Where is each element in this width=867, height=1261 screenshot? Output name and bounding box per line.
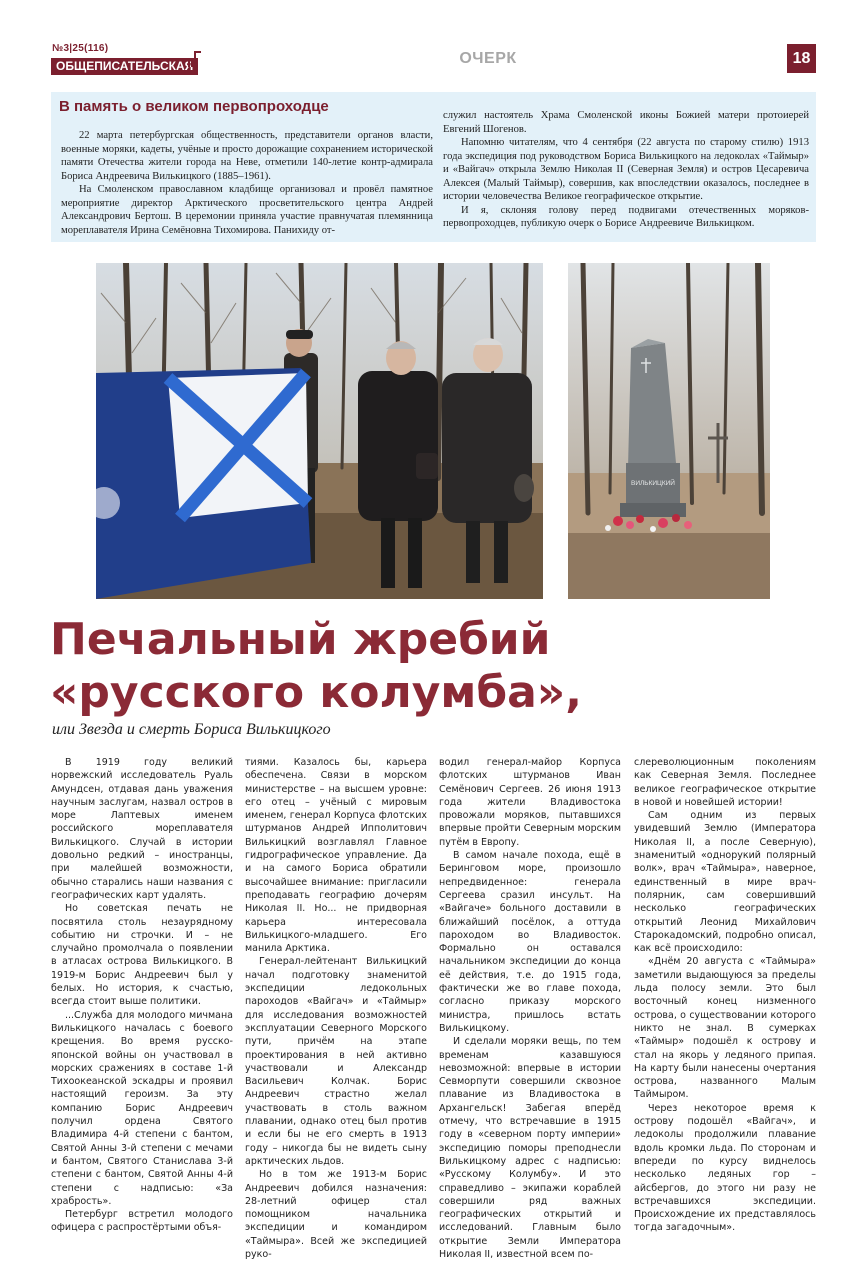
article-paragraph: водил генерал-майор Корпуса флотских штурманов Иван Семёнович Сергеев. 26 июня 1913 года жители Владивостока провожали моряков, пытавшихся впервые пройти Северным морским путём в Европу. <box>439 757 621 848</box>
article-column-4 <box>634 756 816 1235</box>
monument-photo <box>568 263 770 599</box>
memorial-title: В память о великом первопроходце <box>59 98 329 115</box>
article-subhead: или Звезда и смерть Бориса Вилькицкого <box>52 721 331 738</box>
memorial-box <box>51 92 816 242</box>
memorial-right-column <box>443 109 809 231</box>
memorial-left-column <box>61 129 433 237</box>
article-paragraph: Петербург встретил молодого офицера с распростёртыми объя- <box>51 1209 233 1234</box>
ceremony-photo <box>96 263 543 599</box>
memorial-paragraph: На Смоленском православном кладбище организовал и провёл памятное мероприятие директор Арктического просветительского центра Андрей Александрович Бертош. В церемонии приняла участие правнучатая племянница мореплавателя Ирина Семёновна Тихомирова. Панихиду от- <box>61 184 433 236</box>
page-number: 18 <box>787 44 816 73</box>
article-paragraph: В 1919 году великий норвежский исследователь Руаль Амундсен, отдавая дань уважения научным заслугам, назвал остров в море Лаптевых именем российского мореплавателя Вилькицкого. Случай в истории довольно редкий – иностранцы, при малейшей возможности, обычно старались наши названия с географических карт удалять. <box>51 757 233 901</box>
article-paragraph: слереволюционным поколениям как Северная Земля. Последнее великое географическое открытие в новой и новейшей истории! <box>634 757 816 808</box>
article-column-2 <box>245 756 427 1261</box>
issue-number: №3|25(116) <box>52 43 109 54</box>
memorial-paragraph: И я, склоняя голову перед подвигами отечественных моряков-первопроходцев, публикую очерк о Борисе Андреевиче Вилькицком. <box>443 204 809 229</box>
section-title: ОЧЕРК <box>459 50 517 67</box>
article-paragraph: Сам одним из первых увидевший Землю (Императора Николая II, а после Северную), знаменитый «однорукий полярный волк», врач «Таймыра», наверное, единственный в мире врач-полярник, сам совершивший несколько географических открытий Леонид Михайлович Старокадомский, подробно описал, как всё происходило: <box>634 810 816 955</box>
rubric-label: ОБЩЕПИСАТЕЛЬСКАЯ <box>51 58 198 75</box>
memorial-paragraph: 22 марта петербургская общественность, представители органов власти, военные моряки, кадеты, учёные и просто дорожащие сохранением исторической памяти Отечества жители города на Неве, отметили 140-летие контр-адмирала Бориса Андреевича Вилькицкого (1885–1961). <box>61 130 433 182</box>
article-column-3 <box>439 756 621 1261</box>
article-paragraph: тиями. Казалось бы, карьера обеспечена. Связи в морском министерстве – на высшем уровне: его отец – учёный с мировым именем, генерал Корпуса флотских штурманов Андрей Ипполитович Вилькицкий возглавлял Главное гидрографическое управление. Да и на самого Бориса обратили высочайшее внимание: пригласили преподавать географию дочерям Николая II. Но... не придворная карьера интересовала Вилькицкого-младшего. Его манила Арктика. <box>245 757 427 955</box>
article-paragraph: И сделали моряки вещь, по тем временам казавшуюся невозможной: впервые в истории Севморпути совершили сквозное плавание из Владивостока в Архангельск! Забегая вперёд отмечу, что встречавшие в 1915 году в «северном порту империи» экспедицию поморы преподнесли Вилькицкому адрес с надписью: «Русскому Колумбу». И это справедливо – экипажи кораблей совершили ряд важных географических открытий и исследований. Главным было открытие Земли Императора Николая II, известной всем по- <box>439 1036 621 1260</box>
article-paragraph: «Днём 20 августа с «Таймыра» заметили выдающуюся за пределы льда полосу земли. Это был восточный конец низменного острова, о существовании которого никто не знал. В сумерках «Таймыр» подошёл к острову и стал на якорь у ледяного припая. На карту были нанесены очертания острова, названного Малым Таймыром. <box>634 956 816 1101</box>
headline-line: «русского колумба», <box>50 667 582 718</box>
article-paragraph: Генерал-лейтенант Вилькицкий начал подготовку знаменитой экспедиции ледокольных пароходов «Вайгач» и «Таймыр» для исследования возможностей эксплуатации Северного Морского пути, причём на этапе проектирования в ней активно участвовали и Александр Васильевич Колчак. Борис Андреевич страстно желал участвовать в столь важном плавании, однако отец был против и если бы не его смерть в 1913 году – никогда бы не видеть сыну арктических льдов. <box>245 956 427 1167</box>
article-paragraph: Но в том же 1913-м Борис Андреевич добился назначения: 28-летний офицер стал помощником начальника экспедиции и командиром «Таймыра». Всей же экспедицией руко- <box>245 1169 427 1260</box>
article-headline <box>50 613 830 719</box>
article-paragraph: ...Служба для молодого мичмана Вилькицкого началась с боевого крещения. Во время русско-японской войны он участвовал в морских сражениях в составе 1-й Тихоокеанской эскадры и проявил настоящий героизм. За эту компанию Борис Андреевич получил ордена Святого Владимира 4-й степени с бантом, Святой Анны 3-й степени с мечами и бантом, Святого Станислава 3-й степени с бантом, Святой Анны 4-й степени с надписью: «За храбрость». <box>51 1009 233 1207</box>
memorial-paragraph: служил настоятель Храма Смоленской иконы Божией матери протоиерей Евгений Шогенов. <box>443 110 809 135</box>
memorial-paragraph: Напомню читателям, что 4 сентября (22 августа по старому стилю) 1913 года экспедиция под руководством Бориса Вилькицкого на ледоколах «Таймыр» и «Вайгач» открыла Землю Николая II (Северная Земля) и остров Цесаревича Алексея (Малый Таймыр), совершив, как впоследствии оказалось, последнее в истории человечества Великое географическое открытие. <box>443 137 809 202</box>
article-paragraph: Через некоторое время к острову подошёл «Вайгач», и ледоколы продолжили плавание вдоль кромки льда. По сторонам и впереди по курсу виднелось несколько ледяных гор – айсбергов, до этого ни разу не встречавшихся экспедиции. Происхождение их представлялось тогда загадочным». <box>634 1102 816 1234</box>
monument-inscription: ВИЛЬКИЦКИЙ <box>631 480 675 487</box>
headline-line: Печальный жребий <box>50 614 551 665</box>
article-paragraph: Но советская печать не посвятила столь незаурядному событию ни строчки. И – не случайно промолчала о появлении в атласах острова Вилькицкого. В 1919-м Борис Андреевич был у белых. Но история, к счастью, всегда стоит выше политики. <box>51 903 233 1008</box>
article-column-1 <box>51 756 233 1235</box>
article-paragraph: В самом начале похода, ещё в Беринговом море, произошло непредвиденное: генерала Сергеева сразил инсульт. На «Вайгаче» больного доставили в ближайший посёлок, а оттуда пароходом во Владивосток. Формально он оставался начальником экспедиции до конца её действия, т.е. до 1915 года, фактически же во главе похода, согласно приказу морского министра, пришлось встать Вилькицкому. <box>439 850 621 1034</box>
